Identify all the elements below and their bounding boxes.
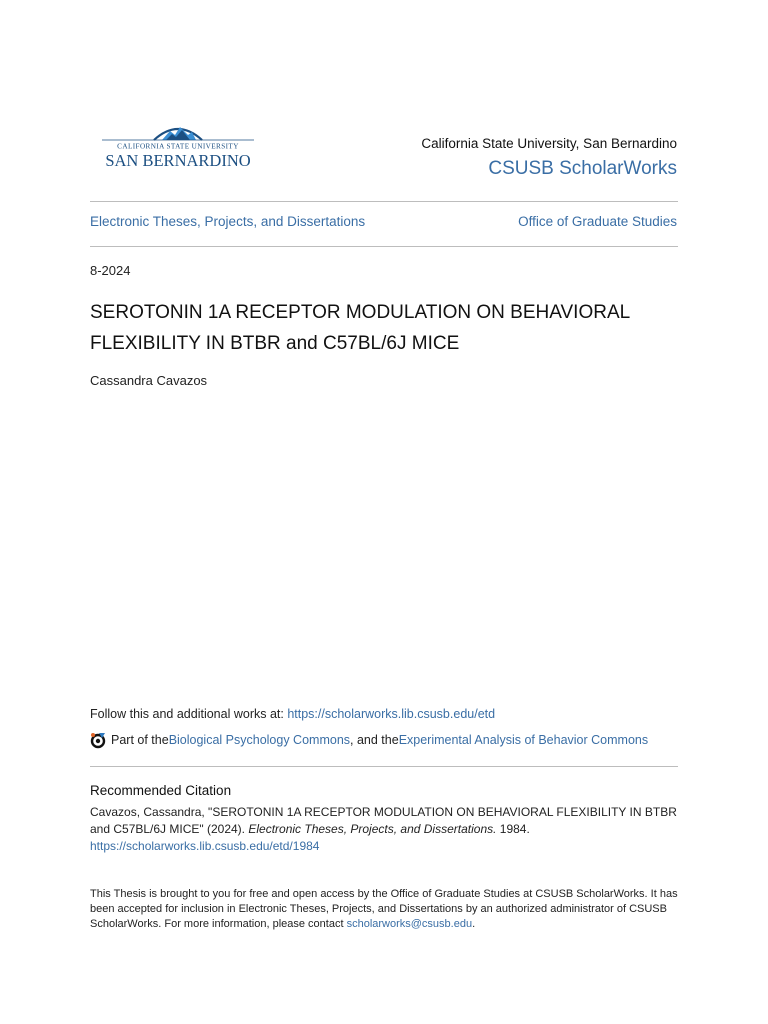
follow-prefix: Follow this and additional works at: (90, 707, 288, 721)
divider (90, 201, 678, 202)
access-notice (90, 887, 680, 932)
divider (90, 766, 678, 767)
contact-email-link[interactable]: scholarworks@csusb.edu (346, 918, 473, 930)
title-line-1: SEROTONIN 1A RECEPTOR MODULATION ON BEHAVIORAL (90, 302, 631, 323)
biological-psychology-commons-link[interactable]: Biological Psychology Commons (168, 733, 351, 747)
repository-link[interactable]: CSUSB ScholarWorks (488, 158, 677, 179)
part-of-line (90, 731, 648, 749)
citation-text (90, 804, 680, 855)
citation-body: Cavazos, Cassandra, "SEROTONIN 1A RECEPTOR MODULATION ON BEHAVIORAL FLEXIBILITY IN BTBR and C57BL/6J MICE" (2024). (90, 805, 677, 836)
title-line-2: FLEXIBILITY IN BTBR and C57BL/6J MICE (90, 333, 460, 354)
divider (90, 246, 678, 247)
part-of-middle: , and the (350, 733, 399, 747)
university-name: California State University, San Bernardino (421, 136, 677, 151)
access-notice-text: This Thesis is brought to you for free and open access by the Office of Graduate Studies at CSUSB ScholarWorks. It has been accepted for inclusion in Electronic Theses, Projects, and Dissertations by an authorized administrator of CSUSB ScholarWorks. For more information, please contact (90, 888, 678, 930)
citation-url-link[interactable]: https://scholarworks.lib.csusb.edu/etd/1984 (90, 839, 320, 853)
collection-link[interactable]: Electronic Theses, Projects, and Dissertations (90, 214, 366, 229)
csusb-logo-graphic (102, 120, 254, 172)
logo-line2: SAN BERNARDINO (105, 151, 251, 170)
network-commons-icon (90, 731, 107, 749)
office-link[interactable]: Office of Graduate Studies (518, 214, 677, 229)
header-block (421, 136, 677, 180)
citation-number: 1984. (496, 822, 530, 836)
citation-series: Electronic Theses, Projects, and Dissertations. (248, 822, 497, 836)
author-name: Cassandra Cavazos (90, 373, 208, 388)
follow-link[interactable]: https://scholarworks.lib.csusb.edu/etd (287, 707, 496, 721)
experimental-analysis-commons-link[interactable]: Experimental Analysis of Behavior Commons (398, 733, 649, 747)
logo-line1: CALIFORNIA STATE UNIVERSITY (117, 142, 239, 151)
csusb-logo (102, 120, 254, 172)
follow-line (90, 707, 495, 721)
part-of-prefix: Part of the (111, 733, 169, 747)
access-notice-end: . (472, 918, 476, 930)
document-title (90, 297, 680, 359)
recommended-citation-heading: Recommended Citation (90, 783, 232, 798)
publication-date: 8-2024 (90, 263, 131, 278)
